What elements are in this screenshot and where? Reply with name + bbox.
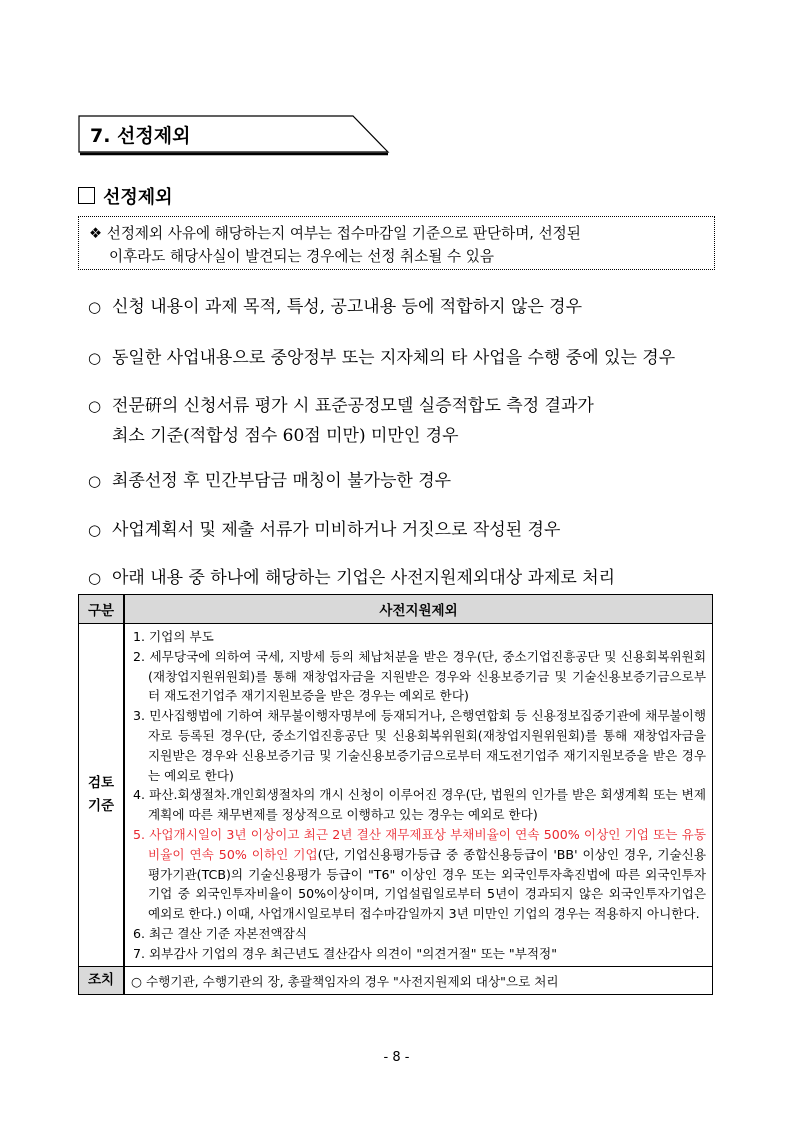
square-bullet-icon	[78, 187, 95, 204]
list-item-continuation: 최소 기준(적합성 점수 60점 미만) 미만인 경우	[112, 426, 459, 446]
notice-box	[78, 216, 715, 270]
subsection-heading	[78, 183, 173, 209]
section-heading	[78, 115, 388, 155]
circle-bullet-icon: ○	[88, 349, 102, 367]
circle-bullet-icon: ○	[88, 569, 102, 587]
circle-bullet-icon: ○	[88, 397, 102, 415]
page-number: - 8 -	[383, 1050, 410, 1065]
circle-bullet-icon: ○	[88, 298, 102, 316]
list-item: ○ 최종선정 후 민간부담금 매칭이 불가능한 경우	[88, 471, 452, 491]
criterion-item: 5. 사업개시일이 3년 이상이고 최근 2년 결산 재무제표상 부채비율이 연속 500% 이상인 기업 또는 유동비율이 연속 50% 이하인 기업(단, 기업신용평가등급 중 종합신용등급이 'BB' 이상인 경우, 기술신용평가기관(TCB)의 기술신용평가 등급이 "T6" 이상인 경우 또는 외국인투자촉진법에 따른 외국인투자기업 중 외국인투자비율이 50%이상이며, 기업설립일로부터 5년이 경과되지 않은 외국인투자기업은 예외로 한다.) 이때, 사업개시일로부터 접수마감일까지 3년 미만인 기업의 경우는 적용하지 아니한다.	[133, 826, 706, 922]
notice-line-2: 이후라도 해당사실이 발견되는 경우에는 선정 취소될 수 있음	[109, 248, 494, 265]
criterion-item: 3. 민사집행법에 기하여 채무불이행자명부에 등재되거나, 은행연합회 등 신용정보집중기관에 채무불이행자로 등록된 경우(단, 중소기업진흥공단 및 신용회복위원회(재창업지원위원회)를 통해 재창업자금을 지원받은 경우와 신용보증기금 및 기술신용보증기금으로부터 재도전기업주 재기지원보증을 받은 경우는 예외로 한다)	[133, 708, 706, 783]
subsection-title: 선정제외	[103, 187, 173, 208]
notice-line-1: ❖ 선정제외 사유에 해당하는지 여부는 접수마감일 기준으로 판단하며, 선정된	[89, 225, 581, 242]
criterion-item: 6. 최근 결산 기준 자본전액잠식	[133, 925, 308, 941]
table-row	[79, 966, 713, 994]
list-item: ○ 사업계획서 및 제출 서류가 미비하거나 거짓으로 작성된 경우	[88, 520, 561, 540]
review-criteria-label: 검토 기준	[79, 624, 125, 967]
criterion-highlight: 5. 사업개시일이 3년 이상이고 최근 2년 결산 재무제표상 부채비율이 연속 500% 이상인 기업 또는 유동비율이 연속 50% 이하인 기업	[133, 826, 706, 862]
list-item: ○ 신청 내용이 과제 목적, 특성, 공고내용 등에 적합하지 않은 경우	[88, 297, 582, 317]
list-item: ○ 전문硏의 신청서류 평가 시 표준공정모델 실증적합도 측정 결과가 최소 기준(적합성 점수 60점 미만) 미만인 경우	[88, 396, 594, 446]
exclusion-criteria-table	[78, 594, 713, 995]
action-label: 조치	[79, 966, 125, 994]
criterion-item: 4. 파산.회생절차.개인회생절차의 개시 신청이 이루어진 경우(단, 법원의 인가를 받은 회생계획 또는 변제계획에 따른 채무변제를 정상적으로 이행하고 있는 경우는 예외로 한다)	[133, 787, 706, 823]
header-category: 구분	[79, 595, 125, 624]
criterion-item: 2. 세무당국에 의하여 국세, 지방세 등의 체납처분을 받은 경우(단, 중소기업진흥공단 및 신용회복위원회(재창업지원위원회)를 통해 재창업자금을 지원받은 경우와 신용보증기금 및 기술신용보증기금으로부터 재도전기업주 재기지원보증을 받은 경우는 예외로 한다)	[133, 648, 706, 704]
circle-bullet-icon: ○	[88, 521, 102, 539]
list-item: ○ 아래 내용 중 하나에 해당하는 기업은 사전지원제외대상 과제로 처리	[88, 568, 616, 588]
section-title: 7. 선정제외	[90, 125, 191, 147]
table-header-row	[79, 595, 713, 624]
criteria-list	[124, 624, 713, 967]
table-row	[79, 624, 713, 967]
criterion-item: 1. 기업의 부도	[133, 629, 214, 644]
action-text: ○ 수행기관, 수행기관의 장, 총괄책임자의 경우 "사전지원제외 대상"으로 처리	[124, 966, 713, 994]
circle-bullet-icon: ○	[88, 472, 102, 490]
header-exclusion: 사전지원제외	[124, 595, 713, 624]
list-item: ○ 동일한 사업내용으로 중앙정부 또는 지자체의 타 사업을 수행 중에 있는 경우	[88, 348, 676, 368]
diamond-bullet-icon: ❖	[89, 225, 103, 242]
criterion-item: 7. 외부감사 기업의 경우 최근년도 결산감사 의견이 "의견거절" 또는 "부적정"	[133, 945, 558, 961]
